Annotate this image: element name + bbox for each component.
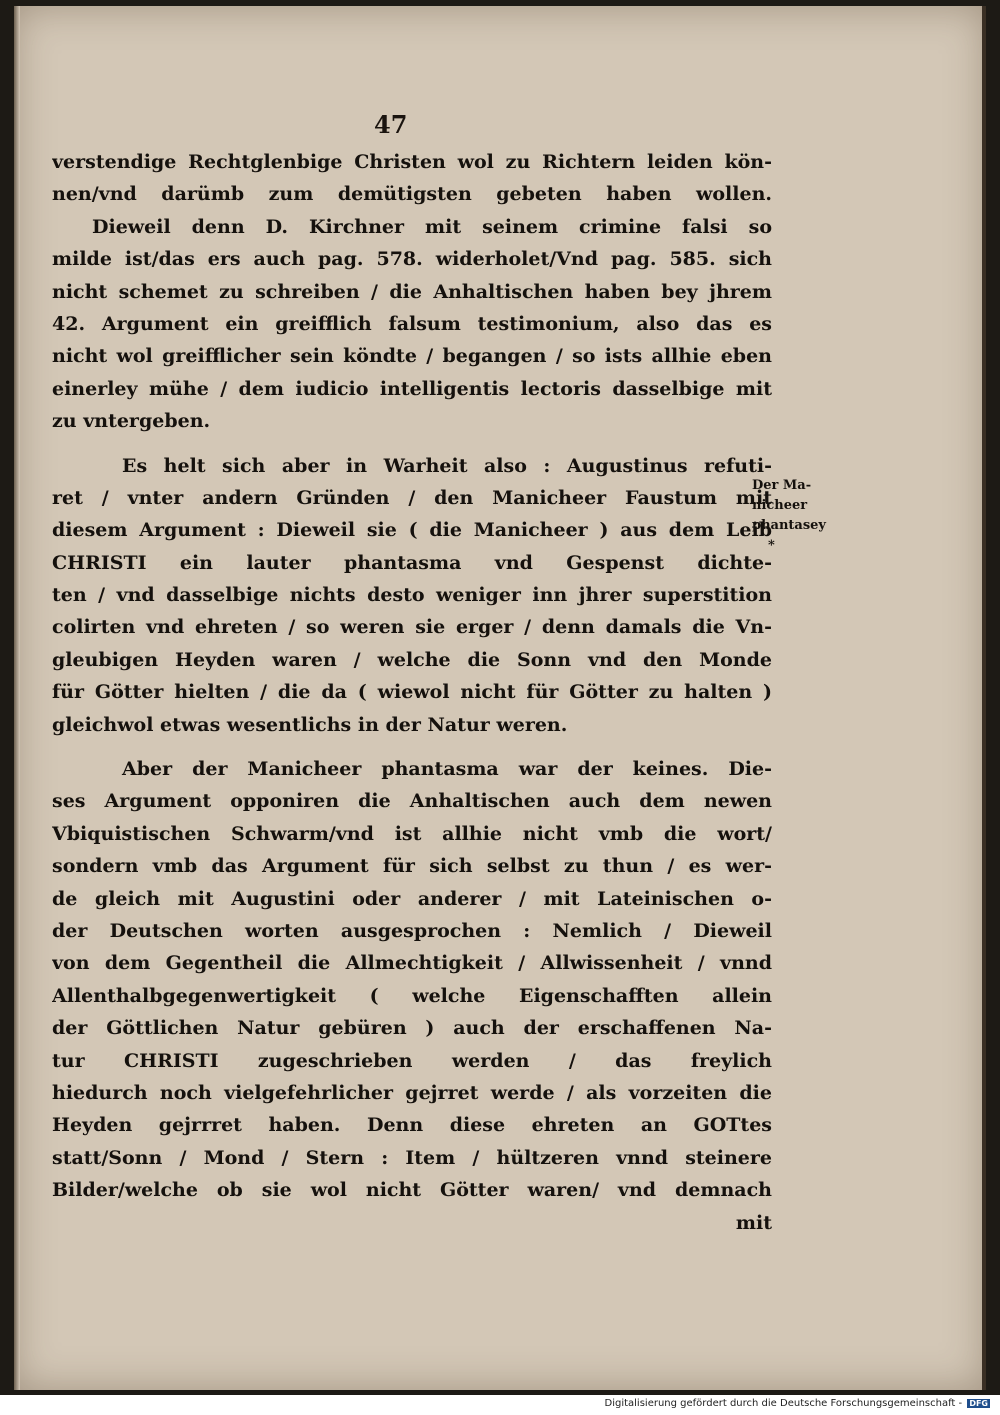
marginal-note	[752, 476, 852, 556]
text-line: tur CHRISTI zugeschrieben werden / das freylich	[52, 1049, 772, 1072]
text-line: zu vntergeben.	[52, 410, 211, 433]
text-line: Bilder/welche ob sie wol nicht Götter waren/ vnd demnach	[52, 1179, 772, 1202]
book-page	[14, 6, 986, 1390]
text-line: ret / vnter andern Gründen / den Manicheer Faustum mit	[52, 486, 772, 509]
marginal-note-line: nicheer	[752, 498, 808, 513]
text-line: diesem Argument : Dieweil sie ( die Manicheer ) aus dem Leib	[52, 519, 772, 542]
dfg-logo: DFG	[969, 1399, 988, 1408]
text-line: de gleich mit Augustini oder anderer / mit Lateinischen o-	[52, 887, 772, 910]
marginal-note-line: phantasey	[752, 518, 826, 533]
footer-credit	[605, 1398, 991, 1409]
text-line: ses Argument opponiren die Anhaltischen auch dem newen	[52, 790, 772, 813]
text-line: gleubigen Heyden waren / welche die Sonn vnd den Monde	[52, 648, 772, 671]
marginal-note-line: Der Ma-	[752, 478, 812, 493]
catchword: mit	[735, 1211, 772, 1234]
text-line: Vbiquistischen Schwarm/vnd ist allhie nicht vmb die wort/	[52, 822, 772, 845]
text-line: für Götter hielten / die da ( wiewol nicht für Götter zu halten )	[52, 681, 772, 704]
text-line: colirten vnd ehreten / so weren sie erger / denn damals die Vn-	[52, 616, 772, 639]
text-line: nicht wol greifflicher sein köndte / begangen / so ists allhie eben	[52, 345, 772, 368]
text-line: Allenthalbgegenwertigkeit ( welche Eigenschafften allein	[52, 984, 772, 1007]
text-line: nicht schemet zu schreiben / die Anhaltischen haben bey jhrem	[52, 280, 772, 303]
text-line: gleichwol etwas wesentlichs in der Natur weren.	[52, 713, 568, 736]
marginal-note-line: *	[768, 538, 775, 553]
text-line: Heyden gejrrret haben. Denn diese ehreten an GOTtes	[52, 1114, 772, 1137]
text-line: CHRISTI ein lauter phantasma vnd Gespenst dichte-	[52, 551, 772, 574]
text-line: ten / vnd dasselbige nichts desto weniger inn jhrer superstition	[52, 584, 772, 607]
text-line: hiedurch noch vielgefehrlicher gejrret werde / als vorzeiten die	[52, 1081, 772, 1104]
text-line: verstendige Rechtglenbige Christen wol zu Richtern leiden kön-	[52, 151, 772, 173]
text-line: von dem Gegentheil die Allmechtigkeit / Allwissenheit / vnnd	[52, 952, 772, 975]
text-line: sondern vmb das Argument für sich selbst zu thun / es wer-	[52, 855, 772, 878]
text-line: einerley mühe / dem iudicio intelligentis lectoris dasselbige mit	[52, 377, 772, 400]
main-text	[52, 146, 772, 1239]
text-line: Dieweil denn D. Kirchner mit seinem crimine falsi so	[92, 215, 772, 238]
text-line: Aber der Manicheer phantasma war der keines. Die-	[122, 758, 772, 781]
text-line: der Göttlichen Natur gebüren ) auch der erschaffenen Na-	[52, 1017, 772, 1040]
footer-credit-text: Digitalisierung gefördert durch die Deutsche Forschungsgemeinschaft -	[604, 1398, 963, 1409]
text-line: 42. Argument ein greifflich falsum testimonium, also das es	[52, 312, 772, 335]
page-number: 47	[374, 110, 408, 139]
text-line: Es helt sich aber in Warheit also : Augustinus refuti-	[122, 454, 772, 477]
text-line: der Deutschen worten ausgesprochen : Nemlich / Dieweil	[52, 919, 772, 942]
text-line: milde ist/das ers auch pag. 578. widerholet/Vnd pag. 585. sich	[52, 248, 772, 271]
text-line: nen/vnd darümb zum demütigsten gebeten haben wollen.	[52, 183, 772, 206]
text-line: statt/Sonn / Mond / Stern : Item / hültzeren vnnd steinere	[52, 1146, 772, 1169]
